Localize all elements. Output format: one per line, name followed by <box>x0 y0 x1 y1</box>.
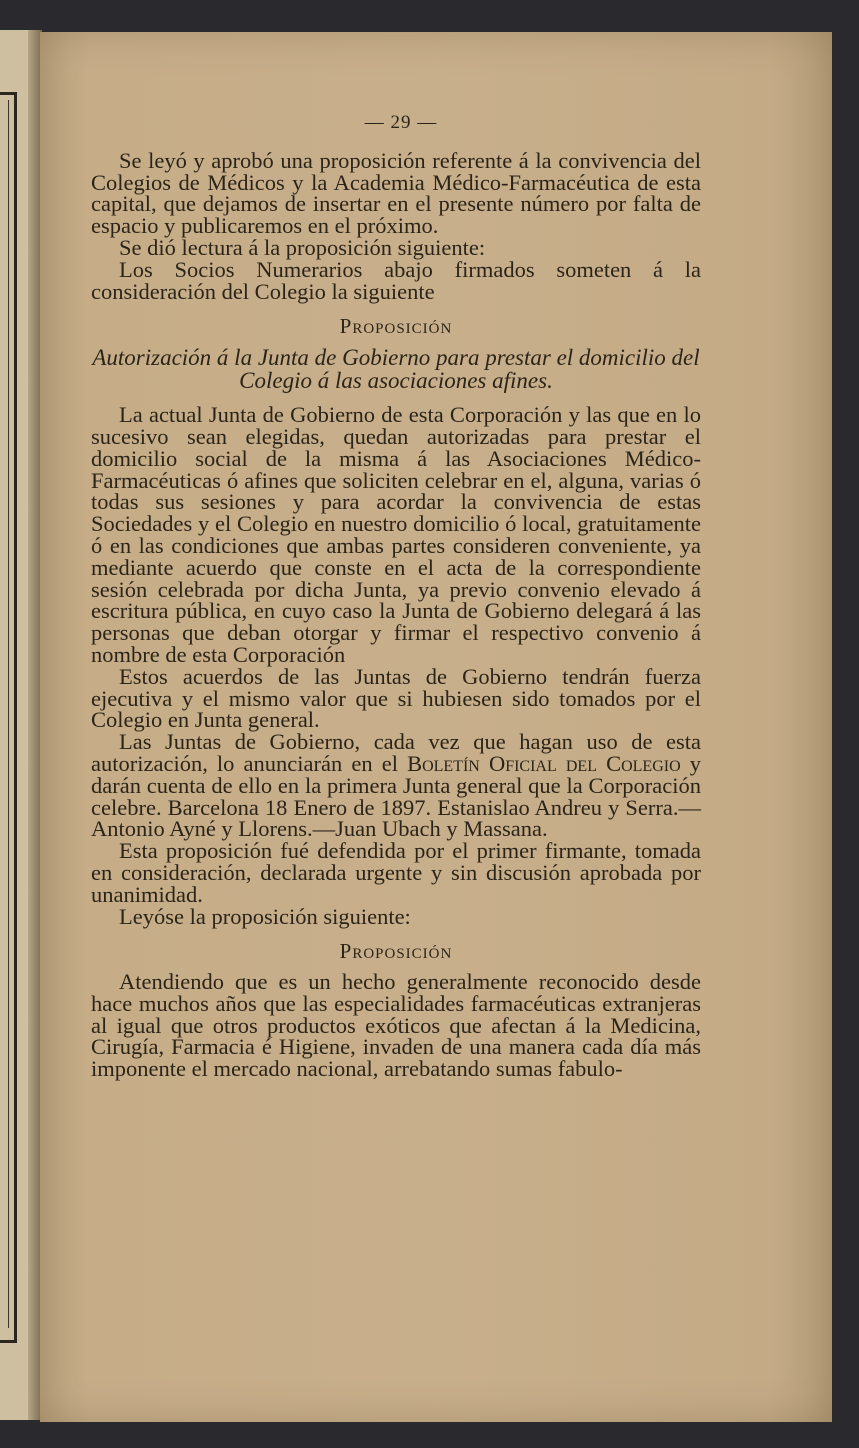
adjacent-page-inner-rule <box>0 100 9 1328</box>
paragraph-socios: Los Socios Numerarios abajo firmados someten á la consideración del Colegio la siguiente <box>91 256 701 304</box>
paragraph-acuerdos: Estos acuerdos de las Juntas de Gobierno tendrán fuerza ejecutiva y el mismo valor que si hubiesen sido tomados por el Colegio en Junta general. <box>91 663 701 733</box>
boletin-oficial-reference: Boletín Oficial del Colegio <box>407 750 681 776</box>
paragraph-defendida: Esta proposición fué defendida por el primer firmante, tomada en consideración, declarada urgente y sin discusión aprobada por unanimidad. <box>91 838 701 907</box>
section-heading-proposicion-2: Proposición <box>339 939 453 964</box>
paragraph-reading: Se dió lectura á la proposición siguiente: <box>119 234 486 260</box>
juntas-text-after: y darán cuenta de ello en la primera Junta general que la Corporación celebre. Barcelona 18 Enero de 1897. Estanislao Andreu y Serra.—Antonio Ayné y Llorens.—Juan Ubach y Massana. <box>91 750 702 842</box>
page-number: — 29 — <box>364 112 438 133</box>
paragraph-leyose: Leyóse la proposición siguiente: <box>119 903 411 929</box>
page-text <box>91 112 701 1080</box>
paragraph-atendiendo: Atendiendo que es un hecho generalmente reconocido desde hace muchos años que las especialidades farmacéuticas extranjeras al igual que otros productos exóticos que afectan á la Medicina, Cirugía, Farmacia é Higiene, invaden de una manera cada día más imponente el mercado nacional, arrebatando sumas fabulo- <box>91 969 701 1082</box>
section-heading-proposicion-1: Proposición <box>339 314 453 339</box>
paragraph-juntas-gobierno <box>91 731 701 840</box>
paragraph-intro: Se leyó y aprobó una proposición referente á la convivencia del Colegios de Médicos y la Academia Médico-Farmacéutica de esta capital, que dejamos de insertar en el presente número por falta de espacio y publicaremos en el próximo. <box>91 147 701 239</box>
paragraph-junta-actual: La actual Junta de Gobierno de esta Corporación y las que en lo sucesivo sean elegidas, quedan autorizadas para prestar el domicilio social de la misma á las Asociaciones Médico-Farmacéuticas ó afines que soliciten celebrar en el, alguna, varias ó todas sus sesiones y para acordar la convivencia de estas Sociedades y el Colegio en nuestro domicilio ó local, gratuitamente ó en las condiciones que ambas partes consideren conveniente, ya mediante acuerdo que conste en el acta de la correspondiente sesión celebrada por dicha Junta, ya previo convenio elevado á escritura pública, en cuyo caso la Junta de Gobierno delegará á las personas que deban otorgar y firmar el respectivo convenio á nombre de esta Corporación <box>91 402 701 667</box>
juntas-text-before: Las Juntas de Gobierno, cada vez que hagan uso de esta autorización, lo anunciarán en el <box>91 729 701 776</box>
proposal-title: Autorización á la Junta de Gobierno para prestar el domicilio del Colegio á las asociaciones afines. <box>92 345 700 394</box>
